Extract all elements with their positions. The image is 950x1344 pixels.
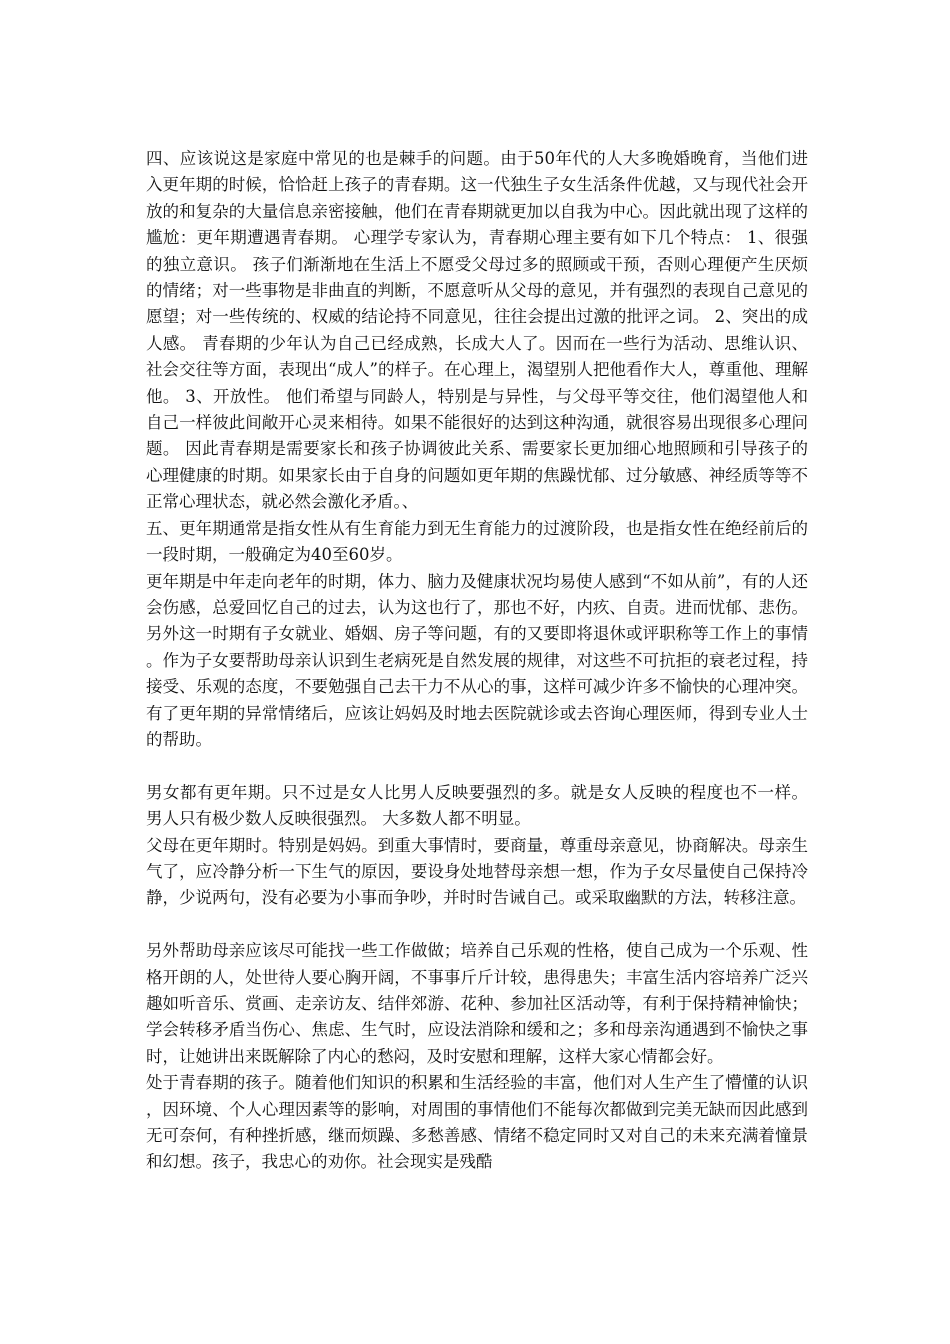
paragraph-5-menopause-definition: 五、更年期通常是指女性从有生育能力到无生育能力的过渡阶段，也是指女性在绝经前后的一段时期，一般确定为40至60岁。 [146,518,808,565]
paragraph-men-and-women: 男女都有更年期。只不过是女人比男人反映要强烈的多。就是女人反映的程度也不一样。 男人只有极少数人反映很强烈。 大多数人都不明显。 [146,782,808,829]
paragraph-helping-mother: 另外帮助母亲应该尽可能找一些工作做做；培养自己乐观的性格，使自己成为一个乐观、性格开朗的人，处世待人要心胸开阔，不事事斤斤计较，患得患失；丰富生活内容培养广泛兴趣如听音乐、赏画、走亲访友、结伴郊游、花种、参加社区活动等，有利于保持精神愉快；学会转移矛盾当伤心、焦虑、生气时，应设法消除和缓和之；多和母亲沟通遇到不愉快之事时，让她讲出来既解除了内心的愁闷，及时安慰和理解，这样大家心情都会好。 [146,941,808,1066]
document-body [146,146,808,1176]
blank-line [146,753,808,779]
paragraph-4-adolescence-vs-menopause: 四、应该说这是家庭中常见的也是棘手的问题。由于50年代的人大多晚婚晚育，当他们进入更年期的时候，恰恰赶上孩子的青春期。这一代独生子女生活条件优越，又与现代社会开放的和复杂的大量信息亲密接触，他们在青春期就更加以自我为中心。因此就出现了这样的尴尬：更年期遭遇青春期。 心理学专家认为，青春期心理主要有如下几个特点： 1、很强的独立意识。 孩子们渐渐地在生活上不愿受父母过多的照顾或干预，否则心理便产生厌烦的情绪；对一些事物是非曲直的判断，不愿意听从父母的意见，并有强烈的表现自己意见的愿望；对一些传统的、权威的结论持不同意见，往往会提出过激的批评之词。 2、突出的成人感。 青春期的少年认为自己已经成熟，长成大人了。因而在一些行为活动、思维认识、社会交往等方面，表现出“成人”的样子。在心理上，渴望别人把他看作大人，尊重他、理解他。 3、开放性。 他们希望与同龄人，特别是与异性，与父母平等交往，他们渴望他人和自己一样彼此间敞开心灵来相待。如果不能很好的达到这种沟通，就很容易出现很多心理问题。 因此青春期是需要家长和孩子协调彼此关系、需要家长更加细心地照顾和引导孩子的心理健康的时期。如果家长由于自身的问题如更年期的焦躁忧郁、过分敏感、神经质等等不正常心理状态，就必然会激化矛盾。、 [146,149,808,512]
blank-line [146,912,808,938]
paragraph-menopause-period: 更年期是中年走向老年的时期，体力、脑力及健康状况均易使人感到“不如从前”，有的人还会伤感，总爱回忆自己的过去，认为这也行了，那也不好，内疚、自责。进而忧郁、悲伤。另外这一时期有子女就业、婚姻、房子等问题，有的又要即将退休或评职称等工作上的事情。作为子女要帮助母亲认识到生老病死是自然发展的规律，对这些不可抗拒的衰老过程，持接受、乐观的态度，不要勉强自己去干力不从心的事，这样可减少许多不愉快的心理冲突。有了更年期的异常情绪后，应该让妈妈及时地去医院就诊或去咨询心理医师，得到专业人士的帮助。 [146,571,808,749]
paragraph-parents-advice: 父母在更年期时。特别是妈妈。到重大事情时，要商量，尊重母亲意见，协商解决。母亲生气了，应冷静分析一下生气的原因，要设身处地替母亲想一想，作为子女尽量使自己保持冷静，少说两句，没有必要为小事而争吵，并时时告诫自己。或采取幽默的方法，转移注意。 [146,835,808,908]
paragraph-adolescent-child: 处于青春期的孩子。随着他们知识的积累和生活经验的丰富，他们对人生产生了懵懂的认识，因环境、个人心理因素等的影响，对周围的事情他们不能每次都做到完美无缺而因此感到无可奈何，有种挫折感，继而烦躁、多愁善感、情绪不稳定同时又对自己的未来充满着憧景和幻想。孩子，我忠心的劝你。社会现实是残酷 [146,1073,808,1172]
